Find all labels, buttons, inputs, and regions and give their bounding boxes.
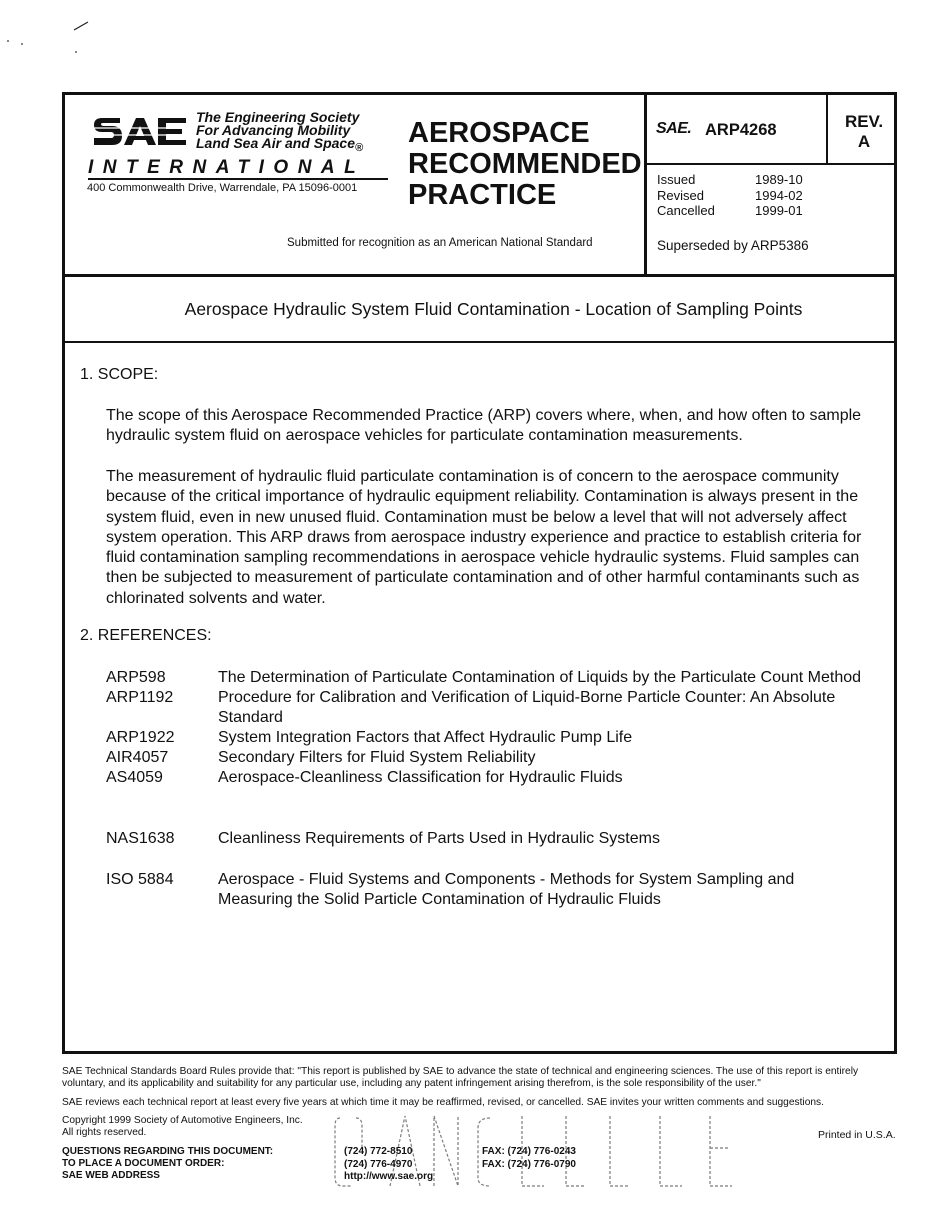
date-value: 1999-01 bbox=[755, 203, 803, 218]
revision-box bbox=[836, 112, 892, 152]
document-dates bbox=[657, 172, 803, 219]
board-rules-text: SAE Technical Standards Board Rules provide that: "This report is published by SAE to advance the state of technical and engineering sciences. The use of this report is entirely voluntary, and its applicability and suitability for any particular use, including any patent infringement arising therefrom, is the sole responsibility of the user." bbox=[62, 1066, 859, 1089]
order-label: TO PLACE A DOCUMENT ORDER: bbox=[62, 1158, 225, 1169]
international-underline bbox=[88, 178, 388, 180]
copyright-text: Copyright 1999 Society of Automotive Engineers, Inc. bbox=[62, 1115, 303, 1126]
rev-value: A bbox=[857, 132, 871, 151]
sae-logo-icon bbox=[92, 112, 192, 156]
tagline-line-2: For Advancing Mobility bbox=[196, 122, 351, 138]
contact-faxes bbox=[482, 1146, 576, 1171]
header-column-divider bbox=[644, 92, 647, 275]
reference-code: AIR4057 bbox=[106, 749, 169, 766]
date-row bbox=[657, 188, 803, 204]
reference-description: Secondary Filters for Fluid System Reliability bbox=[218, 749, 536, 766]
scan-specks bbox=[0, 0, 120, 70]
tagline-line-3-text: Land Sea Air and Space bbox=[196, 135, 355, 151]
reference-code: AS4059 bbox=[106, 769, 163, 786]
registered-mark: ® bbox=[354, 142, 364, 154]
reference-description: Cleanliness Requirements of Parts Used in Hydraulic Systems bbox=[218, 830, 660, 847]
rights-text: All rights reserved. bbox=[62, 1127, 147, 1138]
date-label: Revised bbox=[657, 187, 704, 203]
reference-item bbox=[106, 748, 868, 768]
reference-description: Aerospace-Cleanliness Classification for Hydraulic Fluids bbox=[218, 769, 623, 786]
scope-paragraph-2: The measurement of hydraulic fluid particulate contamination is of concern to the aerospace community because of the critical importance of hydraulic equipment reliability. Contamination is always present in the system fluid, even in new unused fluid. Contamination must be below a level that will not adversely affect system operation. This ARP draws from aerospace industry experience and practice to establish criteria for fluid contamination sampling recommendations in aerospace vehicle hydraulic systems. Fluid samples can then be subjected to measurement of particulate contamination and of other harmful contaminants such as chlorinated solvents and water. bbox=[106, 468, 862, 607]
submitted-note: Submitted for recognition as an American National Standard bbox=[287, 237, 593, 249]
tagline-line-1: The Engineering Society bbox=[196, 109, 360, 125]
date-label: Cancelled bbox=[657, 203, 715, 218]
title-divider bbox=[62, 341, 897, 343]
date-row bbox=[657, 203, 803, 219]
international-wordmark: INTERNATIONAL bbox=[88, 157, 366, 178]
sae-tagline bbox=[196, 111, 363, 155]
date-row bbox=[657, 172, 803, 188]
printed-in: Printed in U.S.A. bbox=[818, 1129, 896, 1141]
document-type bbox=[408, 118, 642, 211]
reference-description: The Determination of Particulate Contamination of Liquids by the Particulate Count Method bbox=[218, 669, 862, 686]
tagline-line-3 bbox=[196, 137, 363, 155]
questions-label: QUESTIONS REGARDING THIS DOCUMENT: bbox=[62, 1146, 274, 1157]
reference-code: ISO 5884 bbox=[106, 871, 174, 888]
reference-item bbox=[106, 688, 868, 728]
reference-item bbox=[106, 870, 868, 910]
reference-code: NAS1638 bbox=[106, 830, 175, 847]
superseded-note: Superseded by ARP5386 bbox=[657, 238, 809, 253]
date-label: Issued bbox=[657, 172, 696, 187]
review-text: SAE reviews each technical report at least every five years at which time it may be reaffirmed, revised, or cancelled. SAE invites your written comments and suggestions. bbox=[62, 1097, 824, 1108]
doc-type-line-3: PRACTICE bbox=[408, 179, 557, 211]
date-value: 1989-10 bbox=[755, 172, 803, 187]
contact-labels bbox=[62, 1146, 273, 1182]
document-title: Aerospace Hydraulic System Fluid Contamination - Location of Sampling Points bbox=[184, 299, 803, 319]
header-divider bbox=[62, 274, 897, 277]
sae-mini-logo: SAE. bbox=[656, 120, 692, 137]
scope-paragraph-1: The scope of this Aerospace Recommended Practice (ARP) covers where, when, and how often to sample hydraulic system fluid on aerospace vehicles for particulate contamination measurements. bbox=[106, 407, 862, 445]
reference-item bbox=[106, 728, 868, 748]
doc-type-line-2: RECOMMENDED bbox=[408, 148, 642, 180]
references-list-cont bbox=[106, 829, 868, 849]
references-heading: 2. REFERENCES: bbox=[80, 627, 212, 644]
arp-row-divider bbox=[645, 163, 897, 165]
reference-description: System Integration Factors that Affect Hydraulic Pump Life bbox=[218, 729, 633, 746]
phone-order: (724) 776-4970 bbox=[344, 1158, 413, 1170]
web-label: SAE WEB ADDRESS bbox=[62, 1170, 160, 1181]
contact-phones bbox=[344, 1146, 433, 1184]
reference-description: Procedure for Calibration and Verification of Liquid-Borne Particle Counter: An Absolute Standard bbox=[218, 689, 836, 726]
date-value: 1994-02 bbox=[755, 187, 803, 203]
reference-item bbox=[106, 768, 868, 788]
rev-label: REV. bbox=[844, 112, 884, 131]
phone-questions: (724) 772-8510 bbox=[344, 1146, 413, 1157]
reference-item bbox=[106, 668, 868, 688]
scope-heading: 1. SCOPE: bbox=[80, 366, 159, 383]
sae-address: 400 Commonwealth Drive, Warrendale, PA 15096-0001 bbox=[87, 182, 358, 194]
rev-column-divider bbox=[826, 92, 828, 165]
references-list bbox=[106, 668, 868, 788]
fax-order: FAX: (724) 776-0790 bbox=[482, 1158, 576, 1170]
arp-number: ARP4268 bbox=[705, 121, 777, 139]
reference-code: ARP598 bbox=[106, 669, 166, 686]
reference-code: ARP1192 bbox=[106, 689, 174, 706]
doc-type-line-1: AEROSPACE bbox=[408, 117, 590, 149]
reference-code: ARP1922 bbox=[106, 729, 175, 746]
reference-description: Aerospace - Fluid Systems and Components - Methods for System Sampling and Measuring the Solid Particle Contamination of Hydraulic Fluids bbox=[218, 871, 795, 908]
sae-web-link[interactable]: http://www.sae.org bbox=[344, 1171, 434, 1182]
reference-item bbox=[106, 829, 868, 849]
references-list-cont-2 bbox=[106, 870, 868, 910]
fax-questions: FAX: (724) 776-0243 bbox=[482, 1146, 576, 1157]
